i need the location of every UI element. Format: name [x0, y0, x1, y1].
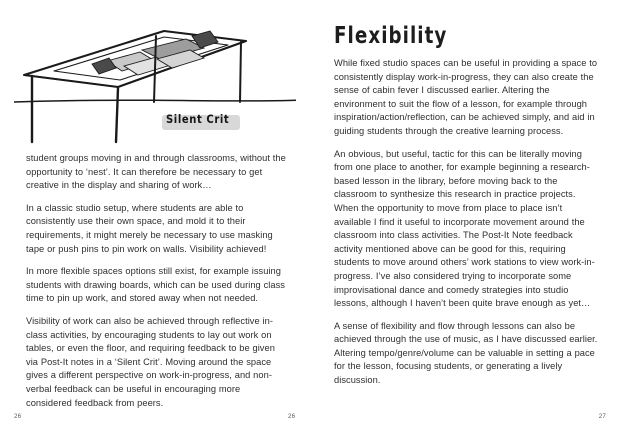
- paragraph: In a classic studio setup, where students are able to consistently use their own space, and mold it to their requirements, it might merely be necessary to use masking tape or push pins to pin work on walls. Visibility achieved!: [26, 202, 273, 254]
- section-heading: Flexibility: [334, 22, 448, 50]
- folio-left: 26: [14, 413, 22, 420]
- paragraph: Visibility of work can also be achieved through reflective in-class activities, by encouraging students to lay out work on tables, or even the floor, and requiring feedback to be given via Post-It notes in a ‘Silent Crit’. Moving around the space gives a different perspective on work-in-progress, and non-verbal feedback can be useful in encouraging more considered feedback from peers.: [26, 315, 275, 408]
- table-sketch-svg: [14, 14, 296, 146]
- silent-crit-illustration: [14, 14, 296, 146]
- paragraph: An obvious, but useful, tactic for this can be literally moving from one place to another, for example beginning a research-based lesson in the library, before moving back to the classroom to synthesize this research in practice projects. When the opportunity to move from place to place isn’t available I find it useful to incorporate movement around the classroom into class activities. The Post-It Note feedback activity mentioned above can be good for this, requiring students to move around others’ work stations to view work-in-progress. I’ve also considered trying to incorporate some improvisational dance and comedy strategies into studio lessons, although I haven’t been quite brave enough as yet…: [334, 148, 595, 309]
- right-page-body: [334, 57, 602, 388]
- paragraph: student groups moving in and through classrooms, without the opportunity to ‘nest’. It can therefore be necessary to get creative in the display and sharing of work…: [26, 153, 286, 191]
- table-leg-front-right: [116, 88, 118, 142]
- left-page-body: [26, 152, 288, 410]
- paragraph: A sense of flexibility and flow through lessons can also be achieved through the use of music, as I have discussed earlier. Altering tempo/genre/volume can be valuable in setting a pace for the lesson, focusing students, or generating a lively discussion.: [334, 320, 598, 386]
- paragraph: While fixed studio spaces can be useful in providing a space to consistently display work-in-progress, they can also create the sense of cabin fever I discussed earlier. Altering the environment to suit the flow of a lesson, for example through inspiration/action/reflection, can be achieved simply, and aid in guiding students through the creative learning process.: [334, 58, 598, 136]
- paragraph: In more flexible spaces options still exist, for example issuing students with drawing boards, which can be used during class time to pin up work, and stored away when not needed.: [26, 266, 285, 304]
- figure-caption: Silent Crit: [166, 114, 230, 127]
- table-leg-back-right: [240, 42, 241, 102]
- right-page: [310, 0, 620, 439]
- folio-right: 27: [598, 413, 606, 420]
- folio-center: 26: [288, 413, 296, 420]
